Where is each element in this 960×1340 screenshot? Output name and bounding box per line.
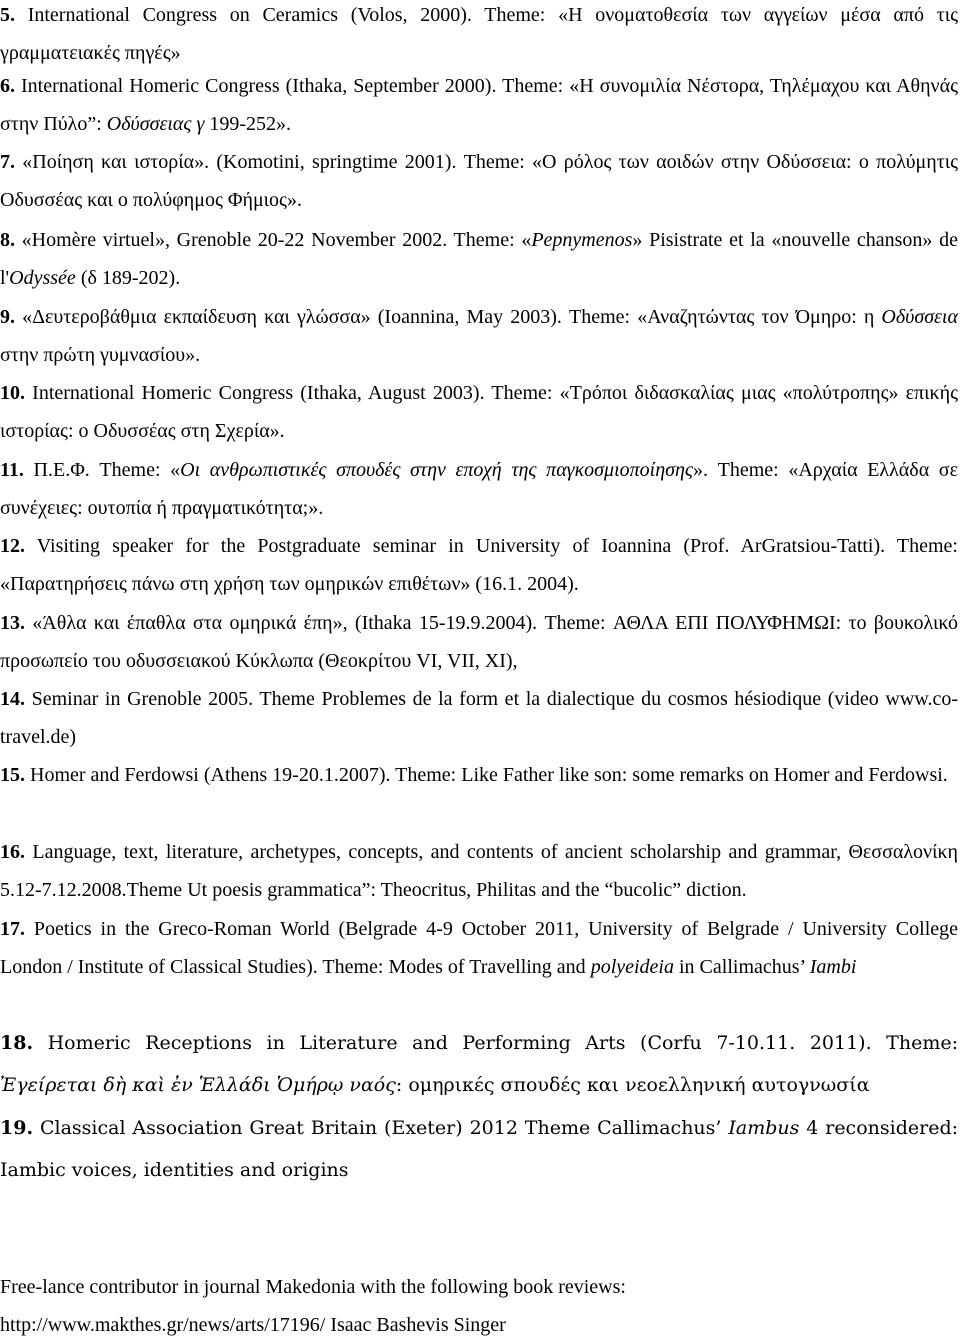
entry-italic-text: Iambus xyxy=(728,1117,800,1139)
entry-6 xyxy=(0,67,958,143)
entry-text: International Homeric Congress (Ithaka, September 2000). Theme: «Η συνομιλία Νέστορα, Τηλέμαχου και Αθηνάς στην Πύλο”: xyxy=(0,75,958,135)
entry-12 xyxy=(0,527,958,603)
entry-italic-text: Iambi xyxy=(809,956,857,978)
entry-8 xyxy=(0,221,958,297)
entry-italic-text: Οι ανθρωπιστικές σπουδές στην εποχή της παγκοσμιοποίησης xyxy=(180,459,694,481)
entry-italic-text: Οδύσσειας γ xyxy=(106,113,205,135)
entry-number: 10. xyxy=(0,382,25,404)
entry-number: 11. xyxy=(0,459,24,481)
entry-number: 15. xyxy=(0,764,25,786)
entry-number: 9. xyxy=(0,306,15,328)
entry-italic-text: polyeideia xyxy=(590,956,674,978)
entry-10 xyxy=(0,374,958,450)
entry-text: : ομηρικές σπουδές και νεοελληνική αυτογνωσία xyxy=(395,1074,870,1096)
entry-5 xyxy=(0,0,958,72)
entry-number: 16. xyxy=(0,841,25,863)
entry-text: στην πρώτη γυμνασίου». xyxy=(0,344,201,366)
entry-text: (δ 189-202). xyxy=(75,267,181,289)
entry-italic-text: Ἐγείρεται δὴ καὶ ἐν Ἑλλάδι Ὁμήρῳ ναός xyxy=(0,1074,396,1096)
entry-text: International Homeric Congress (Ithaka, August 2003). Theme: «Τρόποι διδασκαλίας μιας «πολύτροπης» επικής ιστορίας: ο Οδυσσέας στη Σχερία». xyxy=(0,382,958,442)
entry-italic-text: Pepnymenos xyxy=(531,229,633,251)
entry-text: Classical Association Great Britain (Exeter) 2012 Theme Callimachus’ xyxy=(33,1117,729,1139)
entry-text: «Δευτεροβάθμια εκπαίδευση και γλώσσα» (Ioannina, May 2003). Theme: «Αναζητώντας τον Όμηρο: η xyxy=(15,306,882,328)
entry-text: Homer and Ferdowsi (Athens 19-20.1.2007). Theme: Like Father like son: some remarks on Homer and Ferdowsi. xyxy=(25,764,948,786)
entry-number: 8. xyxy=(0,229,15,251)
entry-9 xyxy=(0,298,958,374)
entry-text: Visiting speaker for the Postgraduate seminar in University of Ioannina (Prof. ArGratsiou-Tatti). Theme: «Παρατηρήσεις πάνω στη χρήση των ομηρικών επιθέτων» (16.1. 2004). xyxy=(0,535,958,595)
entry-18 xyxy=(0,1022,958,1106)
entry-14 xyxy=(0,680,958,756)
entry-16 xyxy=(0,833,958,909)
entry-number: 18. xyxy=(0,1032,34,1054)
entry-text: 4 reconsidered: Iambic voices, identities and origins xyxy=(0,1117,959,1181)
entry-text: in Callimachus’ xyxy=(674,956,810,978)
entry-text: Seminar in Grenoble 2005. Theme Problemes de la form et la dialectique du cosmos hésiodique (video www.co-travel.de) xyxy=(0,688,958,748)
entry-text: Language, text, literature, archetypes, concepts, and contents of ancient scholarship and grammar, Θεσσαλονίκη 5.12-7.12.2008.Theme Ut poesis grammatica”: Theocritus, Philitas and the “bucolic” diction. xyxy=(0,841,958,901)
entry-number: 7. xyxy=(0,151,15,173)
entry-number: 6. xyxy=(0,75,15,97)
entry-italic-text: Odyssée xyxy=(9,267,76,289)
entry-number: 19. xyxy=(0,1117,34,1139)
entry-text: ». Theme: «Αρχαία Ελλάδα σε συνέχειες: ουτοπία ή πραγματικότητα;». xyxy=(0,459,958,519)
entry-13 xyxy=(0,604,958,680)
entry-text: Poetics in the Greco-Roman World (Belgrade 4-9 October 2011, University of Belgrade / University College London / Institute of Classical Studies). Theme: Modes of Travelling and xyxy=(0,918,958,978)
entry-text: «Ποίηση και ιστορία». (Komotini, springtime 2001). Theme: «Ο ρόλος των αοιδών στην Οδύσσεια: ο πολύμητις Οδυσσέας και ο πολύφημος Φήμιος». xyxy=(0,151,958,211)
entry-number: 13. xyxy=(0,612,25,634)
entry-7 xyxy=(0,143,958,219)
entry-text: » Pisistrate et la «nouvelle chanson» de l' xyxy=(0,229,958,289)
entry-17 xyxy=(0,910,958,986)
entry-number: 17. xyxy=(0,918,25,940)
entry-number: 5. xyxy=(0,4,15,26)
entry-number: 12. xyxy=(0,535,25,557)
entry-19 xyxy=(0,1107,958,1191)
footer-intro: Free-lance contributor in journal Makedonia with the following book reviews: xyxy=(0,1276,626,1298)
review-link[interactable]: http://www.makthes.gr/news/arts/17196/ Isaac Bashevis Singer xyxy=(0,1314,506,1336)
entry-11 xyxy=(0,451,958,527)
entry-text: «Άθλα και έπαθλα στα ομηρικά έπη», (Ithaka 15-19.9.2004). Theme: ΑΘΛΑ ΕΠΙ ΠΟΛΥΦΗΜΩΙ: το βουκολικό προσωπείο του οδυσσειακού Κύκλωπα (Θεοκρίτου VI, VII, XI), xyxy=(0,612,958,672)
entry-number: 14. xyxy=(0,688,25,710)
entry-text: Π.Ε.Φ. Theme: « xyxy=(23,459,181,481)
entry-text: 199-252». xyxy=(204,113,292,135)
entry-text: «Homère virtuel», Grenoble 20-22 November 2002. Theme: « xyxy=(15,229,532,251)
entry-15 xyxy=(0,756,958,794)
entry-text: International Congress on Ceramics (Volos, 2000). Theme: «Η ονοματοθεσία των αγγείων μέσα από τις γραμματειακές πηγές» xyxy=(0,4,958,64)
entry-text: Homeric Receptions in Literature and Performing Arts (Corfu 7-10.11. 2011). Theme: xyxy=(33,1032,958,1054)
entry-italic-text: Οδύσσεια xyxy=(881,306,958,328)
